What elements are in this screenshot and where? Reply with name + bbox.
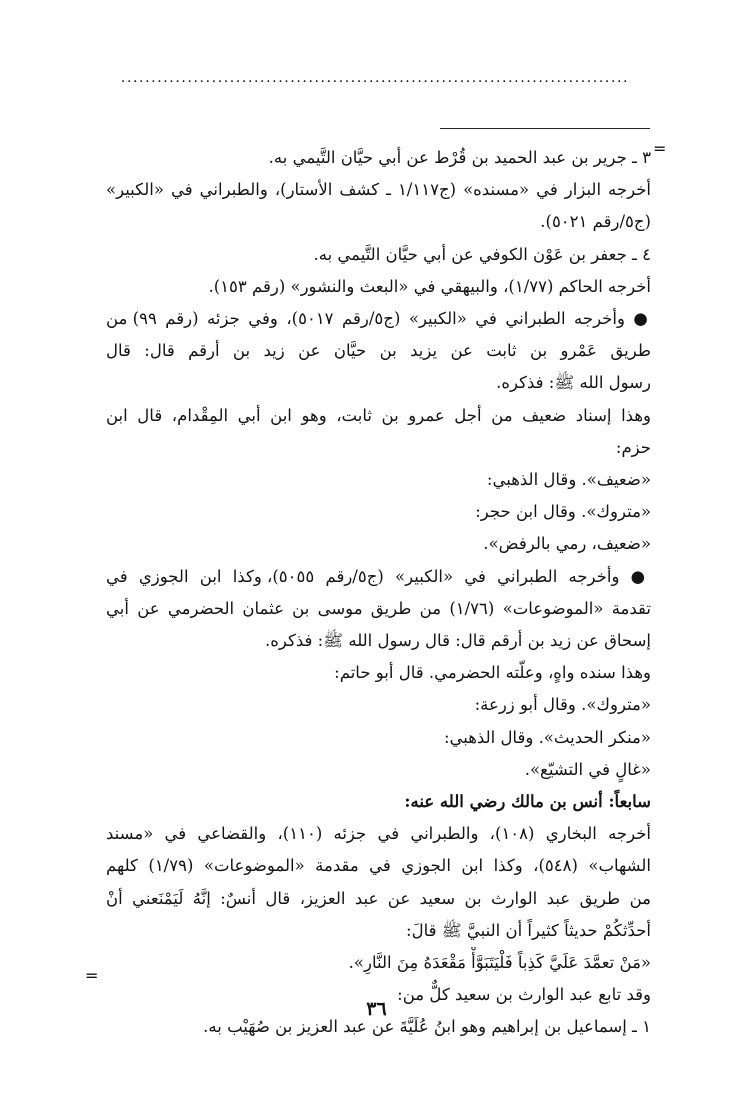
text-line-1: ٣ ـ جرير بن عبد الحميد بن قُرْط عن أبي حيَّان التَّيمي به. [268, 148, 651, 167]
text-line-19: «منكر الحديث». وقال الذهبي: [443, 727, 651, 747]
text-line-13: «ضعيف، رمي بالرفض». [483, 534, 651, 554]
footnote-body [106, 142, 651, 1044]
text-line-28: ١ ـ إسماعيل بن إبراهيم وهو ابنُ عُلَيَّةَ عن عبد العزيز بن صُهَيْب به. [203, 1017, 651, 1037]
text-line-17: وهذا سنده واهٍ، وعلّته الحضرمي. قال أبو حاتم: [334, 663, 651, 683]
section-heading-anas: سابعاً: أنس بن مالك رضي الله عنه: [404, 792, 651, 812]
text-line-20: «غالٍ في التشيّع». [524, 759, 651, 779]
continuation-mark-bottom: = [85, 966, 99, 985]
text-line-5: أخرجه الحاكم (١/٧٧)، والبيهقي في «البعث والنشور» (رقم ١٥٣). [208, 276, 651, 296]
text-line-11: «ضعيف». وقال الذهبي: [486, 470, 651, 490]
text-line-4: ٤ ـ جعفر بن عَوْن الكوفي عن أبي حيَّان التَّيمي به. [313, 244, 651, 264]
continuation-mark-top: = [653, 139, 667, 158]
header-dotted-separator: .................................................................................... [120, 70, 630, 86]
footnote-separator-rule [440, 128, 650, 129]
text-line-22: أخرجه البخاري (١٠٨)، والطبراني في جزئه (١١٠)، والقضاعي في «مسند [106, 824, 651, 844]
text-line-9: وهذا إسناد ضعيف من أجل عمرو بن ثابت، وهو ابن أبي المِقْدام، قال ابن [106, 405, 651, 425]
text-line-6: ● وأخرجه الطبراني في «الكبير» (ج٥/رقم ٥٠١٧)، وفي جزئه (رقم ٩٩) من [106, 309, 651, 329]
text-line-8: رسول الله ﷺ: فذكره. [496, 373, 651, 393]
text-line-2: أخرجه البزار في «مسنده» (ج١/١١٧ ـ كشف الأستار)، والطبراني في «الكبير» [106, 180, 651, 200]
text-line-15: تقدمة «الموضوعات» (١/٧٦) من طريق موسى بن عثمان الحضرمي عن أبي [106, 598, 651, 618]
text-line-16: إسحاق عن زيد بن أرقم قال: قال رسول الله ﷺ: فذكره. [264, 631, 651, 651]
text-line-24: من طريق عبد الوارث بن سعيد عن عبد العزيز، قال أنسٌ: إنَّهُ لَيَمْنَعني أنْ [106, 888, 651, 908]
text-line-18: «متروك». وقال أبو زرعة: [474, 695, 651, 715]
text-line-3: (ج٥/رقم ٥٠٢١). [540, 212, 651, 232]
text-line-23: الشهاب» (٥٤٨)، وكذا ابن الجوزي في مقدمة «الموضوعات» (١/٧٩) كلهم [106, 856, 651, 876]
text-line-27: وقد تابع عبد الوارث بن سعيد كلٌّ من: [397, 985, 651, 1005]
text-line-12: «متروك». وقال ابن حجر: [475, 502, 651, 522]
text-line-7: طريق عَمْرو بن ثابت عن يزيد بن حيَّان عن زيد بن أرقم قال: قال [106, 341, 651, 361]
text-line-14: ● وأخرجه الطبراني في «الكبير» (ج٥/رقم ٥٠٥٥)، وكذا ابن الجوزي في [106, 566, 651, 586]
text-line-10: حزم: [615, 437, 651, 457]
hadith-quote: «مَنْ تعمَّدَ عَلَيَّ كَذِباً فَلْيَتَبَوَّأْ مَقْعَدَهُ مِنَ النَّارِ». [348, 953, 651, 973]
text-line-25: أحدِّثكُمْ حديثاً كثيراً أن النبيَّ ﷺ قالَ: [406, 920, 651, 940]
page-number: ٣٦ [366, 998, 387, 1020]
